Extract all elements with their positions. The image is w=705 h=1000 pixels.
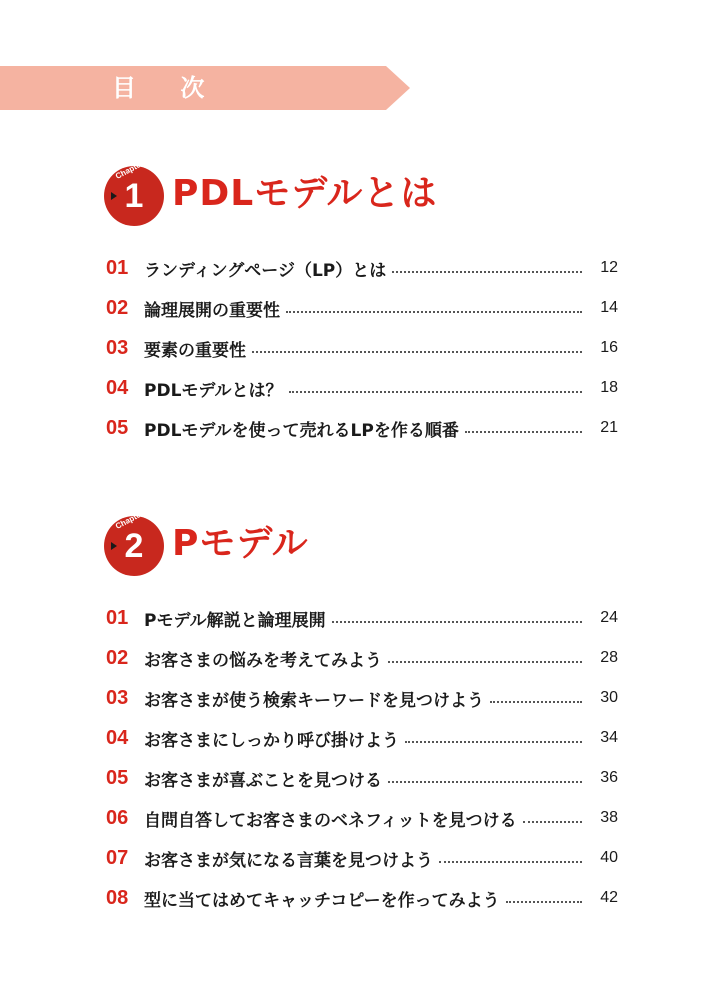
entry-title: PDLモデルを使って売れるLPを作る順番 xyxy=(144,420,459,441)
toc-list xyxy=(0,598,705,918)
entry-page: 21 xyxy=(600,419,618,436)
dot-leader xyxy=(506,901,582,903)
entry-title: ランディングページ（LP）とは xyxy=(144,260,387,281)
entry-page: 42 xyxy=(600,889,618,906)
entry-page: 34 xyxy=(600,729,618,746)
dot-leader xyxy=(465,431,582,433)
dot-leader xyxy=(252,351,582,353)
entry-title: お客さまが使う検索キーワードを見つけよう xyxy=(144,690,484,711)
entry-page: 30 xyxy=(600,689,618,706)
entry-number: 04 xyxy=(106,376,129,399)
dot-leader xyxy=(523,821,582,823)
entry-page: 12 xyxy=(600,259,618,276)
entry-page: 36 xyxy=(600,769,618,786)
entry-title: PDLモデルとは？ xyxy=(144,380,283,401)
entry-number: 04 xyxy=(106,726,129,749)
entry-number: 01 xyxy=(106,256,129,279)
chapter-badge-word: Chapter xyxy=(114,158,145,181)
entry-title: Pモデル解説と論理展開 xyxy=(144,610,326,631)
dot-leader xyxy=(388,661,582,663)
toc-heading: 目 次 xyxy=(112,74,223,102)
toc-entry[interactable] xyxy=(106,598,618,638)
entry-number: 07 xyxy=(106,846,129,869)
entry-page: 18 xyxy=(600,379,618,396)
entry-title: お客さまにしっかり呼び掛けよう xyxy=(144,730,399,751)
entry-number: 08 xyxy=(106,886,129,909)
entry-number: 05 xyxy=(106,766,129,789)
dot-leader xyxy=(289,391,582,393)
entry-page: 14 xyxy=(600,299,618,316)
entry-number: 02 xyxy=(106,296,129,319)
chapter-badge-word: Chapter xyxy=(114,508,145,531)
entry-title: お客さまが気になる言葉を見つけよう xyxy=(144,850,433,871)
entry-page: 40 xyxy=(600,849,618,866)
toc-entry[interactable] xyxy=(106,878,618,918)
entry-page: 38 xyxy=(600,809,618,826)
toc-entry[interactable] xyxy=(106,248,618,288)
chapter-badge xyxy=(104,508,164,576)
dot-leader xyxy=(332,621,582,623)
entry-title: お客さまの悩みを考えてみよう xyxy=(144,650,382,671)
entry-title: 要素の重要性 xyxy=(144,340,246,361)
toc-entry[interactable] xyxy=(106,718,618,758)
dot-leader xyxy=(392,271,582,273)
entry-number: 06 xyxy=(106,806,129,829)
toc-entry[interactable] xyxy=(106,288,618,328)
entry-title: 自問自答してお客さまのベネフィットを見つける xyxy=(144,810,517,831)
entry-number: 05 xyxy=(106,416,129,439)
dot-leader xyxy=(490,701,582,703)
toc-entry[interactable] xyxy=(106,368,618,408)
entry-page: 16 xyxy=(600,339,618,356)
entry-page: 28 xyxy=(600,649,618,666)
chapter-title: PDLモデルとは xyxy=(172,173,438,214)
toc-entry[interactable] xyxy=(106,758,618,798)
entry-page: 24 xyxy=(600,609,618,626)
toc-entry[interactable] xyxy=(106,838,618,878)
dot-leader xyxy=(388,781,582,783)
chapter-number: 2 xyxy=(124,527,144,565)
entry-number: 02 xyxy=(106,646,129,669)
toc-entry[interactable] xyxy=(106,798,618,838)
dot-leader xyxy=(439,861,582,863)
toc-entry[interactable] xyxy=(106,408,618,448)
dot-leader xyxy=(286,311,582,313)
entry-number: 01 xyxy=(106,606,129,629)
entry-number: 03 xyxy=(106,686,129,709)
entry-number: 03 xyxy=(106,336,129,359)
toc-entry[interactable] xyxy=(106,678,618,718)
toc-entry[interactable] xyxy=(106,638,618,678)
entry-title: 論理展開の重要性 xyxy=(144,300,280,321)
entry-title: お客さまが喜ぶことを見つける xyxy=(144,770,382,791)
toc-entry[interactable] xyxy=(106,328,618,368)
dot-leader xyxy=(405,741,582,743)
chapter-badge xyxy=(104,158,164,226)
toc-list xyxy=(0,248,705,448)
entry-title: 型に当てはめてキャッチコピーを作ってみよう xyxy=(144,890,500,911)
chapter-title: Pモデル xyxy=(172,523,309,564)
chapter-number: 1 xyxy=(124,177,144,215)
